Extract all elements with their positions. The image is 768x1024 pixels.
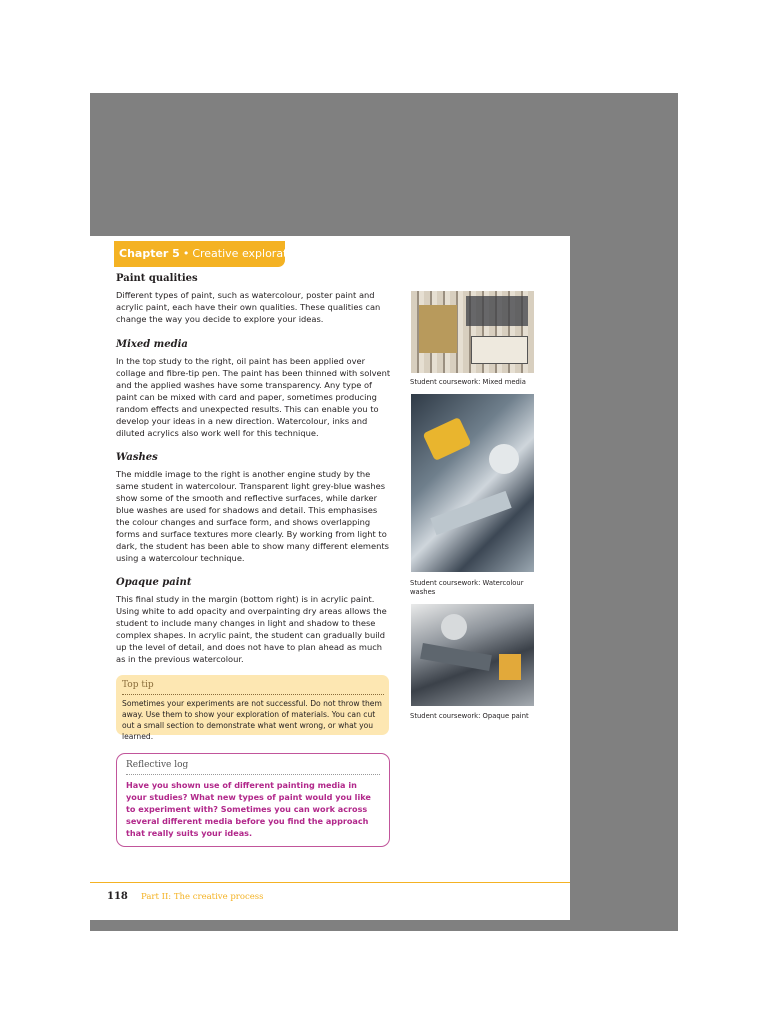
- heading-paint-qualities: Paint qualities: [116, 273, 198, 284]
- figure-paper-shape: [471, 336, 528, 364]
- paragraph-washes: The middle image to the right is another engine study by the same student in watercolour. Transparent light grey-blue washes show some of the smooth and reflective surfaces, while darker blue washes are used for shadows and detail. This emphasises the colour changes and surface form, and shows overlapping forms and surface textures more clearly. By working from light to dark, the student has been able to show many different elements using a watercolour technique.: [116, 469, 389, 563]
- heading-mixed-media: Mixed media: [116, 339, 188, 350]
- reflective-log-title: Reflective log: [126, 760, 380, 775]
- heading-washes: Washes: [116, 452, 158, 463]
- top-tip-body: Sometimes your experiments are not successful. Do not throw them away. Use them to show your exploration of materials. You can cut out a small section to demonstrate what went wrong, or what you learned.: [122, 699, 382, 741]
- reflective-log-body: Have you shown use of different painting media in your studies? What new types of paint would you like to experiment with? Sometimes you can work across several different media before you find the approach that really suits your ideas.: [126, 780, 371, 838]
- paragraph-mixed-media: In the top study to the right, oil paint has been applied over collage and fibre-tip pen. The paint has been thinned with solvent and the applied washes have some transparency. Any type of paint can be mixed with card and paper, sometimes producing random effects and unexpected results. This can enable you to develop your ideas in a new direction. Watercolour, inks and diluted acrylics also work well for this technique.: [116, 356, 391, 438]
- figure-mixed-media: [411, 291, 534, 373]
- figure-hose-shape: [420, 643, 492, 671]
- figure-watercolour-washes: [411, 394, 534, 572]
- caption-mixed-media: Student coursework: Mixed media: [410, 378, 526, 386]
- footer-part-label: Part II: The creative process: [141, 892, 264, 902]
- chapter-title: Creative exploration: [192, 247, 305, 260]
- reflective-log-box: [116, 753, 390, 847]
- figure-pipe-shape: [430, 491, 511, 535]
- figure-highlight-shape: [489, 444, 519, 474]
- chapter-separator: •: [182, 247, 190, 260]
- top-tip-box: [116, 675, 389, 741]
- page-number: 118: [107, 891, 128, 902]
- figure-yellow-part: [423, 417, 472, 461]
- top-tip-title: Top tip: [122, 680, 384, 695]
- figure-bolt-shape: [441, 614, 467, 640]
- main-text-column: [116, 272, 393, 665]
- heading-opaque-paint: Opaque paint: [116, 577, 192, 588]
- paragraph-opaque-paint: This final study in the margin (bottom right) is in acrylic paint. Using white to add opacity and overpainting dry areas allows the student to include many changes in light and shadow to these complex shapes. In acrylic paint, the student can gradually build up the level of detail, and does not have to plan ahead as much as in the previous watercolour.: [116, 594, 387, 664]
- figure-opaque-paint: [411, 604, 534, 706]
- document-page: [90, 236, 570, 920]
- paragraph-paint-qualities: Different types of paint, such as watercolour, poster paint and acrylic paint, each have their own qualities. These qualities can change the way you decide to explore your ideas.: [116, 290, 381, 324]
- caption-opaque-paint: Student coursework: Opaque paint: [410, 712, 529, 720]
- footer-divider: [90, 882, 570, 883]
- chapter-tab: [114, 241, 305, 267]
- figure-engine-shape: [466, 296, 528, 326]
- figure-collage-shape: [419, 305, 457, 353]
- caption-watercolour-washes: Student coursework: Watercolour washes: [410, 579, 524, 596]
- chapter-number: Chapter 5: [119, 247, 180, 260]
- figure-yellow-part: [499, 654, 521, 680]
